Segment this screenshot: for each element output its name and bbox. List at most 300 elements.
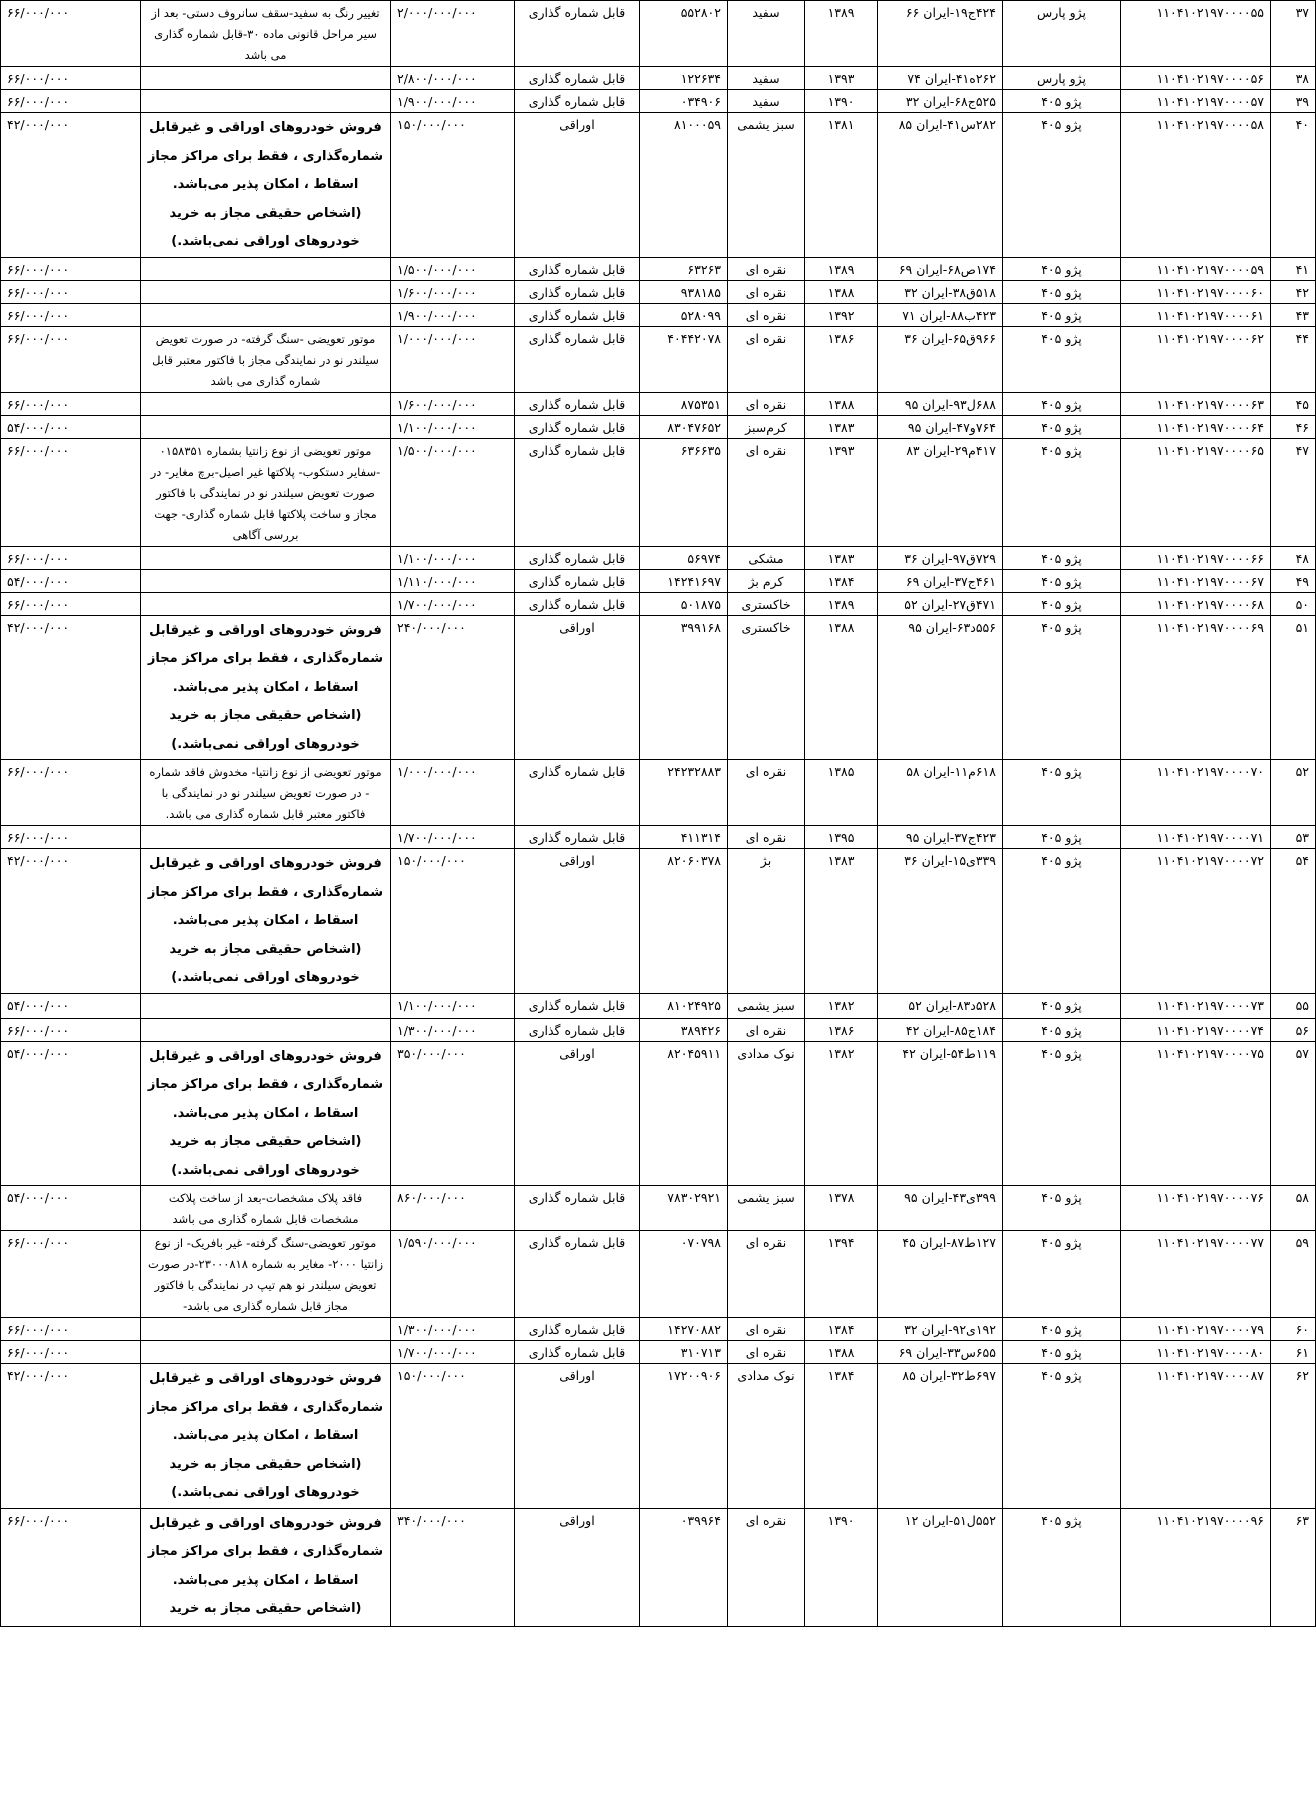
table-row (1, 993, 1316, 1018)
row-code: ۱۱۰۴۱۰۲۱۹۷۰۰۰۰۶۶ (1121, 546, 1271, 569)
row-status: قابل شماره گذاری (515, 1318, 640, 1341)
row-code: ۱۱۰۴۱۰۲۱۹۷۰۰۰۰۷۳ (1121, 993, 1271, 1018)
table-row (1, 1508, 1316, 1626)
row-vin: ۱۲۲۶۳۴ (640, 67, 728, 90)
row-color: نقره ای (728, 1341, 805, 1364)
row-year: ۱۳۸۸ (805, 615, 878, 760)
row-note: فروش خودروهای اوراقی و غیرقابل شماره‌گذاری ، فقط برای مراکز مجاز اسقاط ، امکان پذیر می‌باشد. (اشخاص حقیقی مجاز به خرید خودروهای اوراقی نمی‌باشد.) (141, 849, 391, 994)
row-model: پژو پارس (1003, 1, 1121, 67)
row-note (141, 826, 391, 849)
row-code: ۱۱۰۴۱۰۲۱۹۷۰۰۰۰۶۷ (1121, 569, 1271, 592)
row-plate: ۱۸۴ج۸۵-ایران ۴۲ (878, 1018, 1003, 1041)
row-number: ۳۸ (1271, 67, 1316, 90)
row-price: ۱/۶۰۰/۰۰۰/۰۰۰ (391, 392, 515, 415)
row-number: ۴۷ (1271, 438, 1316, 546)
row-price: ۱/۰۰۰/۰۰۰/۰۰۰ (391, 760, 515, 826)
row-plate: ۵۵۶د۶۳-ایران ۹۵ (878, 615, 1003, 760)
table-row (1, 1318, 1316, 1341)
row-code: ۱۱۰۴۱۰۲۱۹۷۰۰۰۰۶۹ (1121, 615, 1271, 760)
row-vin: ۱۴۲۷۰۸۸۲ (640, 1318, 728, 1341)
row-number: ۴۸ (1271, 546, 1316, 569)
row-vin: ۵۰۱۸۷۵ (640, 592, 728, 615)
row-deposit: ۶۶/۰۰۰/۰۰۰ (1, 1018, 141, 1041)
row-price: ۲/۰۰۰/۰۰۰/۰۰۰ (391, 1, 515, 67)
row-code: ۱۱۰۴۱۰۲۱۹۷۰۰۰۰۶۲ (1121, 326, 1271, 392)
row-status: اوراقی (515, 1364, 640, 1509)
row-code: ۱۱۰۴۱۰۲۱۹۷۰۰۰۰۶۱ (1121, 303, 1271, 326)
row-price: ۱/۳۰۰/۰۰۰/۰۰۰ (391, 1018, 515, 1041)
row-color: کرم‌سبز (728, 415, 805, 438)
row-year: ۱۳۸۸ (805, 1341, 878, 1364)
row-status: قابل شماره گذاری (515, 592, 640, 615)
row-note: موتور تعویضی -سنگ گرفته- در صورت تعویض سیلندر نو در نمایندگی مجاز با فاکتور معتبر قابل شماره گذاری می باشد (141, 326, 391, 392)
row-price: ۱/۱۰۰/۰۰۰/۰۰۰ (391, 415, 515, 438)
row-number: ۵۲ (1271, 760, 1316, 826)
row-plate: ۷۲۹ق۹۷-ایران ۳۶ (878, 546, 1003, 569)
row-model: پژو ۴۰۵ (1003, 1318, 1121, 1341)
row-code: ۱۱۰۴۱۰۲۱۹۷۰۰۰۰۵۵ (1121, 1, 1271, 67)
row-status: اوراقی (515, 1508, 640, 1626)
row-color: نقره ای (728, 826, 805, 849)
row-plate: ۲۶۲ه۴۱-ایران ۷۴ (878, 67, 1003, 90)
row-number: ۴۶ (1271, 415, 1316, 438)
row-plate: ۳۳۹ی۱۵-ایران ۳۶ (878, 849, 1003, 994)
row-model: پژو ۴۰۵ (1003, 1364, 1121, 1509)
row-number: ۳۷ (1271, 1, 1316, 67)
row-status: قابل شماره گذاری (515, 1018, 640, 1041)
row-model: پژو ۴۰۵ (1003, 569, 1121, 592)
row-status: قابل شماره گذاری (515, 67, 640, 90)
table-row (1, 67, 1316, 90)
row-vin: ۳۹۹۱۶۸ (640, 615, 728, 760)
row-plate: ۴۶۱ج۳۷-ایران ۶۹ (878, 569, 1003, 592)
row-status: قابل شماره گذاری (515, 257, 640, 280)
row-deposit: ۶۶/۰۰۰/۰۰۰ (1, 257, 141, 280)
row-color: بژ (728, 849, 805, 994)
row-model: پژو پارس (1003, 67, 1121, 90)
row-color: سفید (728, 90, 805, 113)
row-price: ۱/۶۰۰/۰۰۰/۰۰۰ (391, 280, 515, 303)
row-status: اوراقی (515, 113, 640, 258)
row-vin: ۸۲۰۶۰۳۷۸ (640, 849, 728, 994)
row-plate: ۷۶۴و۴۷-ایران ۹۵ (878, 415, 1003, 438)
row-deposit: ۶۶/۰۰۰/۰۰۰ (1, 303, 141, 326)
row-year: ۱۳۸۲ (805, 993, 878, 1018)
row-model: پژو ۴۰۵ (1003, 90, 1121, 113)
row-price: ۱/۵۰۰/۰۰۰/۰۰۰ (391, 438, 515, 546)
row-year: ۱۳۹۵ (805, 826, 878, 849)
row-price: ۸۶۰/۰۰۰/۰۰۰ (391, 1186, 515, 1231)
row-deposit: ۶۶/۰۰۰/۰۰۰ (1, 67, 141, 90)
row-price: ۱/۱۱۰/۰۰۰/۰۰۰ (391, 569, 515, 592)
row-vin: ۸۲۰۴۵۹۱۱ (640, 1041, 728, 1186)
table-row (1, 1018, 1316, 1041)
row-note (141, 993, 391, 1018)
row-model: پژو ۴۰۵ (1003, 257, 1121, 280)
row-plate: ۵۲۸د۸۳-ایران ۵۲ (878, 993, 1003, 1018)
row-note: تغییر رنگ به سفید-سقف سانروف دستی- بعد از سیر مراحل قانونی ماده ۳۰-قابل شماره گذاری می باشد (141, 1, 391, 67)
row-year: ۱۳۸۴ (805, 1318, 878, 1341)
row-color: نقره ای (728, 257, 805, 280)
row-model: پژو ۴۰۵ (1003, 1341, 1121, 1364)
row-status: قابل شماره گذاری (515, 569, 640, 592)
row-code: ۱۱۰۴۱۰۲۱۹۷۰۰۰۰۷۶ (1121, 1186, 1271, 1231)
row-code: ۱۱۰۴۱۰۲۱۹۷۰۰۰۰۷۲ (1121, 849, 1271, 994)
row-model: پژو ۴۰۵ (1003, 415, 1121, 438)
row-note (141, 415, 391, 438)
table-row (1, 257, 1316, 280)
row-number: ۵۹ (1271, 1231, 1316, 1318)
row-year: ۱۳۸۹ (805, 257, 878, 280)
row-note: فروش خودروهای اوراقی و غیرقابل شماره‌گذاری ، فقط برای مراکز مجاز اسقاط ، امکان پذیر می‌باشد. (اشخاص حقیقی مجاز به خرید (141, 1508, 391, 1626)
row-deposit: ۶۶/۰۰۰/۰۰۰ (1, 326, 141, 392)
row-code: ۱۱۰۴۱۰۲۱۹۷۰۰۰۰۹۶ (1121, 1508, 1271, 1626)
row-color: نوک مدادی (728, 1041, 805, 1186)
row-year: ۱۳۹۴ (805, 1231, 878, 1318)
row-vin: ۸۱۰۲۴۹۲۵ (640, 993, 728, 1018)
row-note: موتور تعویضی از نوع زانتیا بشماره ۰۱۵۸۳۵۱ -سفایر دستکوب- پلاکتها غیر اصیل-برچ مغایر- در صورت تعویض سیلندر نو در نمایندگی با فاکتور مجاز و ساخت پلاکتها قابل شماره گذاری- جهت بررسی آگاهی (141, 438, 391, 546)
row-code: ۱۱۰۴۱۰۲۱۹۷۰۰۰۰۶۸ (1121, 592, 1271, 615)
row-plate: ۵۵۲ل۵۱-ایران ۱۲ (878, 1508, 1003, 1626)
row-deposit: ۶۶/۰۰۰/۰۰۰ (1, 826, 141, 849)
row-price: ۱/۵۹۰/۰۰۰/۰۰۰ (391, 1231, 515, 1318)
row-code: ۱۱۰۴۱۰۲۱۹۷۰۰۰۰۷۱ (1121, 826, 1271, 849)
table-row (1, 1041, 1316, 1186)
row-code: ۱۱۰۴۱۰۲۱۹۷۰۰۰۰۸۷ (1121, 1364, 1271, 1509)
row-code: ۱۱۰۴۱۰۲۱۹۷۰۰۰۰۶۵ (1121, 438, 1271, 546)
row-status: قابل شماره گذاری (515, 1231, 640, 1318)
table-row (1, 546, 1316, 569)
row-color: سبز یشمی (728, 113, 805, 258)
row-deposit: ۵۴/۰۰۰/۰۰۰ (1, 993, 141, 1018)
row-plate: ۶۹۷ط۳۲-ایران ۸۵ (878, 1364, 1003, 1509)
row-deposit: ۴۲/۰۰۰/۰۰۰ (1, 113, 141, 258)
row-vin: ۸۷۵۳۵۱ (640, 392, 728, 415)
row-number: ۴۹ (1271, 569, 1316, 592)
row-vin: ۳۸۹۴۲۶ (640, 1018, 728, 1041)
row-year: ۱۳۹۰ (805, 90, 878, 113)
row-deposit: ۴۲/۰۰۰/۰۰۰ (1, 615, 141, 760)
row-vin: ۷۸۳۰۲۹۲۱ (640, 1186, 728, 1231)
row-vin: ۳۱۰۷۱۳ (640, 1341, 728, 1364)
table-row (1, 90, 1316, 113)
row-code: ۱۱۰۴۱۰۲۱۹۷۰۰۰۰۷۵ (1121, 1041, 1271, 1186)
row-vin: ۰۷۰۷۹۸ (640, 1231, 728, 1318)
row-plate: ۵۱۸ق۳۸-ایران ۳۲ (878, 280, 1003, 303)
table-row (1, 826, 1316, 849)
row-status: قابل شماره گذاری (515, 1186, 640, 1231)
row-color: مشکی (728, 546, 805, 569)
row-vin: ۵۲۸۰۹۹ (640, 303, 728, 326)
row-code: ۱۱۰۴۱۰۲۱۹۷۰۰۰۰۶۰ (1121, 280, 1271, 303)
row-model: پژو ۴۰۵ (1003, 849, 1121, 994)
row-status: قابل شماره گذاری (515, 760, 640, 826)
row-number: ۴۲ (1271, 280, 1316, 303)
row-year: ۱۳۹۳ (805, 438, 878, 546)
row-color: سبز یشمی (728, 993, 805, 1018)
row-price: ۱/۷۰۰/۰۰۰/۰۰۰ (391, 592, 515, 615)
row-status: قابل شماره گذاری (515, 280, 640, 303)
row-vin: ۴۰۴۴۲۰۷۸ (640, 326, 728, 392)
row-plate: ۴۲۴ج۱۹-ایران ۶۶ (878, 1, 1003, 67)
row-status: اوراقی (515, 615, 640, 760)
row-color: نقره ای (728, 760, 805, 826)
row-deposit: ۵۴/۰۰۰/۰۰۰ (1, 1041, 141, 1186)
row-color: نوک مدادی (728, 1364, 805, 1509)
row-price: ۱/۵۰۰/۰۰۰/۰۰۰ (391, 257, 515, 280)
row-model: پژو ۴۰۵ (1003, 280, 1121, 303)
row-year: ۱۳۸۳ (805, 415, 878, 438)
table-row (1, 1, 1316, 67)
row-color: نقره ای (728, 1508, 805, 1626)
table-row (1, 569, 1316, 592)
row-price: ۱/۷۰۰/۰۰۰/۰۰۰ (391, 826, 515, 849)
row-plate: ۱۹۲ی۹۲-ایران ۳۲ (878, 1318, 1003, 1341)
row-number: ۵۵ (1271, 993, 1316, 1018)
row-note (141, 1341, 391, 1364)
row-vin: ۸۳۰۴۷۶۵۲ (640, 415, 728, 438)
table-row (1, 280, 1316, 303)
row-vin: ۵۶۹۷۴ (640, 546, 728, 569)
row-code: ۱۱۰۴۱۰۲۱۹۷۰۰۰۰۶۳ (1121, 392, 1271, 415)
row-model: پژو ۴۰۵ (1003, 1041, 1121, 1186)
table-row (1, 615, 1316, 760)
row-code: ۱۱۰۴۱۰۲۱۹۷۰۰۰۰۵۹ (1121, 257, 1271, 280)
row-price: ۱/۰۰۰/۰۰۰/۰۰۰ (391, 326, 515, 392)
row-note: فروش خودروهای اوراقی و غیرقابل شماره‌گذاری ، فقط برای مراکز مجاز اسقاط ، امکان پذیر می‌باشد. (اشخاص حقیقی مجاز به خرید خودروهای اوراقی نمی‌باشد.) (141, 1041, 391, 1186)
row-vin: ۵۵۲۸۰۲ (640, 1, 728, 67)
table-row (1, 1341, 1316, 1364)
table-row (1, 1364, 1316, 1509)
row-vin: ۰۳۴۹۰۶ (640, 90, 728, 113)
row-number: ۶۱ (1271, 1341, 1316, 1364)
row-number: ۴۴ (1271, 326, 1316, 392)
row-status: قابل شماره گذاری (515, 1341, 640, 1364)
row-code: ۱۱۰۴۱۰۲۱۹۷۰۰۰۰۵۸ (1121, 113, 1271, 258)
row-code: ۱۱۰۴۱۰۲۱۹۷۰۰۰۰۸۰ (1121, 1341, 1271, 1364)
table-row (1, 392, 1316, 415)
row-year: ۱۳۸۲ (805, 1041, 878, 1186)
row-note (141, 67, 391, 90)
row-model: پژو ۴۰۵ (1003, 826, 1121, 849)
row-deposit: ۶۶/۰۰۰/۰۰۰ (1, 392, 141, 415)
row-price: ۱/۷۰۰/۰۰۰/۰۰۰ (391, 1341, 515, 1364)
row-color: خاکستری (728, 592, 805, 615)
row-model: پژو ۴۰۵ (1003, 303, 1121, 326)
row-number: ۴۰ (1271, 113, 1316, 258)
row-price: ۱۵۰/۰۰۰/۰۰۰ (391, 1364, 515, 1509)
row-note (141, 303, 391, 326)
row-status: قابل شماره گذاری (515, 546, 640, 569)
row-deposit: ۶۶/۰۰۰/۰۰۰ (1, 1508, 141, 1626)
row-model: پژو ۴۰۵ (1003, 546, 1121, 569)
row-number: ۵۸ (1271, 1186, 1316, 1231)
row-deposit: ۵۴/۰۰۰/۰۰۰ (1, 415, 141, 438)
row-deposit: ۴۲/۰۰۰/۰۰۰ (1, 1364, 141, 1509)
row-plate: ۶۸۸ل۹۳-ایران ۹۵ (878, 392, 1003, 415)
row-deposit: ۶۶/۰۰۰/۰۰۰ (1, 1341, 141, 1364)
row-status: قابل شماره گذاری (515, 392, 640, 415)
row-code: ۱۱۰۴۱۰۲۱۹۷۰۰۰۰۷۹ (1121, 1318, 1271, 1341)
row-price: ۱۵۰/۰۰۰/۰۰۰ (391, 113, 515, 258)
row-year: ۱۳۸۱ (805, 113, 878, 258)
row-year: ۱۳۸۳ (805, 546, 878, 569)
row-year: ۱۳۸۸ (805, 392, 878, 415)
row-plate: ۶۵۵س۳۳-ایران ۶۹ (878, 1341, 1003, 1364)
row-code: ۱۱۰۴۱۰۲۱۹۷۰۰۰۰۷۴ (1121, 1018, 1271, 1041)
row-year: ۱۳۹۳ (805, 67, 878, 90)
row-number: ۵۰ (1271, 592, 1316, 615)
row-code: ۱۱۰۴۱۰۲۱۹۷۰۰۰۰۶۴ (1121, 415, 1271, 438)
row-price: ۲/۸۰۰/۰۰۰/۰۰۰ (391, 67, 515, 90)
row-number: ۵۳ (1271, 826, 1316, 849)
row-year: ۱۳۹۰ (805, 1508, 878, 1626)
row-number: ۵۴ (1271, 849, 1316, 994)
row-color: نقره ای (728, 1231, 805, 1318)
row-color: سفید (728, 1, 805, 67)
row-deposit: ۶۶/۰۰۰/۰۰۰ (1, 1231, 141, 1318)
row-vin: ۱۴۲۴۱۶۹۷ (640, 569, 728, 592)
row-price: ۱/۱۰۰/۰۰۰/۰۰۰ (391, 546, 515, 569)
row-note (141, 546, 391, 569)
row-price: ۱۵۰/۰۰۰/۰۰۰ (391, 849, 515, 994)
row-color: نقره ای (728, 303, 805, 326)
row-vin: ۶۳۶۶۳۵ (640, 438, 728, 546)
row-number: ۳۹ (1271, 90, 1316, 113)
row-number: ۶۲ (1271, 1364, 1316, 1509)
row-deposit: ۶۶/۰۰۰/۰۰۰ (1, 760, 141, 826)
row-plate: ۱۲۷ط۸۷-ایران ۴۵ (878, 1231, 1003, 1318)
row-model: پژو ۴۰۵ (1003, 615, 1121, 760)
row-year: ۱۳۸۵ (805, 760, 878, 826)
row-price: ۳۵۰/۰۰۰/۰۰۰ (391, 1041, 515, 1186)
row-number: ۴۱ (1271, 257, 1316, 280)
row-model: پژو ۴۰۵ (1003, 438, 1121, 546)
row-color: نقره ای (728, 438, 805, 546)
row-plate: ۶۱۸م۱۱-ایران ۵۸ (878, 760, 1003, 826)
table-row (1, 438, 1316, 546)
row-note: فاقد پلاک مشخصات-بعد از ساخت پلاکت مشخصات قابل شماره گذاری می باشد (141, 1186, 391, 1231)
row-plate: ۴۲۳ب۸۸-ایران ۷۱ (878, 303, 1003, 326)
row-year: ۱۳۷۸ (805, 1186, 878, 1231)
row-deposit: ۶۶/۰۰۰/۰۰۰ (1, 280, 141, 303)
row-model: پژو ۴۰۵ (1003, 592, 1121, 615)
row-deposit: ۶۶/۰۰۰/۰۰۰ (1, 1, 141, 67)
row-color: نقره ای (728, 280, 805, 303)
row-status: قابل شماره گذاری (515, 826, 640, 849)
row-vin: ۱۷۲۰۰۹۰۶ (640, 1364, 728, 1509)
row-vin: ۸۱۰۰۰۵۹ (640, 113, 728, 258)
row-number: ۶۰ (1271, 1318, 1316, 1341)
row-note (141, 1318, 391, 1341)
row-price: ۱/۳۰۰/۰۰۰/۰۰۰ (391, 1318, 515, 1341)
row-year: ۱۳۸۶ (805, 1018, 878, 1041)
table-body (1, 1, 1316, 1627)
row-deposit: ۶۶/۰۰۰/۰۰۰ (1, 438, 141, 546)
row-color: خاکستری (728, 615, 805, 760)
row-year: ۱۳۸۳ (805, 849, 878, 994)
row-deposit: ۵۴/۰۰۰/۰۰۰ (1, 1186, 141, 1231)
row-year: ۱۳۹۲ (805, 303, 878, 326)
row-note (141, 1018, 391, 1041)
row-model: پژو ۴۰۵ (1003, 326, 1121, 392)
row-plate: ۲۸۲س۴۱-ایران ۸۵ (878, 113, 1003, 258)
row-plate: ۱۱۹ط۵۴-ایران ۴۲ (878, 1041, 1003, 1186)
row-note: فروش خودروهای اوراقی و غیرقابل شماره‌گذاری ، فقط برای مراکز مجاز اسقاط ، امکان پذیر می‌باشد. (اشخاص حقیقی مجاز به خرید خودروهای اوراقی نمی‌باشد.) (141, 615, 391, 760)
row-year: ۱۳۸۹ (805, 1, 878, 67)
row-model: پژو ۴۰۵ (1003, 1018, 1121, 1041)
row-color: نقره ای (728, 326, 805, 392)
row-model: پژو ۴۰۵ (1003, 1508, 1121, 1626)
row-note (141, 280, 391, 303)
row-status: قابل شماره گذاری (515, 993, 640, 1018)
row-note (141, 392, 391, 415)
row-number: ۴۳ (1271, 303, 1316, 326)
row-color: کرم بژ (728, 569, 805, 592)
row-plate: ۴۲۳ج۳۷-ایران ۹۵ (878, 826, 1003, 849)
row-code: ۱۱۰۴۱۰۲۱۹۷۰۰۰۰۵۷ (1121, 90, 1271, 113)
row-price: ۱/۹۰۰/۰۰۰/۰۰۰ (391, 90, 515, 113)
row-status: اوراقی (515, 1041, 640, 1186)
row-note (141, 257, 391, 280)
row-price: ۲۴۰/۰۰۰/۰۰۰ (391, 615, 515, 760)
row-vin: ۰۳۹۹۶۴ (640, 1508, 728, 1626)
row-model: پژو ۴۰۵ (1003, 1186, 1121, 1231)
row-note (141, 90, 391, 113)
row-model: پژو ۴۰۵ (1003, 993, 1121, 1018)
row-deposit: ۶۶/۰۰۰/۰۰۰ (1, 90, 141, 113)
row-deposit: ۶۶/۰۰۰/۰۰۰ (1, 546, 141, 569)
row-status: قابل شماره گذاری (515, 90, 640, 113)
row-status: قابل شماره گذاری (515, 1, 640, 67)
row-status: قابل شماره گذاری (515, 438, 640, 546)
row-code: ۱۱۰۴۱۰۲۱۹۷۰۰۰۰۷۰ (1121, 760, 1271, 826)
row-color: نقره ای (728, 392, 805, 415)
row-year: ۱۳۸۸ (805, 280, 878, 303)
row-note: موتور تعویضی از نوع زانتیا- مخدوش فاقد شماره - در صورت تعویض سیلندر نو در نمایندگی با فاکتور معتبر قابل شماره گذاری می باشد. (141, 760, 391, 826)
row-code: ۱۱۰۴۱۰۲۱۹۷۰۰۰۰۵۶ (1121, 67, 1271, 90)
row-vin: ۶۳۲۶۳ (640, 257, 728, 280)
row-deposit: ۴۲/۰۰۰/۰۰۰ (1, 849, 141, 994)
row-year: ۱۳۸۶ (805, 326, 878, 392)
row-number: ۵۷ (1271, 1041, 1316, 1186)
row-code: ۱۱۰۴۱۰۲۱۹۷۰۰۰۰۷۷ (1121, 1231, 1271, 1318)
row-status: قابل شماره گذاری (515, 326, 640, 392)
row-color: سبز یشمی (728, 1186, 805, 1231)
row-year: ۱۳۸۹ (805, 592, 878, 615)
row-price: ۱/۱۰۰/۰۰۰/۰۰۰ (391, 993, 515, 1018)
row-deposit: ۵۴/۰۰۰/۰۰۰ (1, 569, 141, 592)
row-vin: ۴۱۱۳۱۴ (640, 826, 728, 849)
row-price: ۱/۹۰۰/۰۰۰/۰۰۰ (391, 303, 515, 326)
row-model: پژو ۴۰۵ (1003, 1231, 1121, 1318)
row-deposit: ۶۶/۰۰۰/۰۰۰ (1, 592, 141, 615)
row-plate: ۱۷۴ص۶۸-ایران ۶۹ (878, 257, 1003, 280)
row-vin: ۲۴۲۳۲۸۸۳ (640, 760, 728, 826)
row-note: موتور تعویضی-سنگ گرفته- غیر بافریک- از نوع زانتیا ۲۰۰۰- مغایر به شماره ۲۳۰۰۰۸۱۸-در صورت تعویض سیلندر نو هم تیپ در نمایندگی با فاکتور مجاز قابل شماره گذاری می باشد- (141, 1231, 391, 1318)
row-number: ۴۵ (1271, 392, 1316, 415)
row-note (141, 592, 391, 615)
row-color: نقره ای (728, 1318, 805, 1341)
table-row (1, 1186, 1316, 1231)
table-row (1, 760, 1316, 826)
row-note: فروش خودروهای اوراقی و غیرقابل شماره‌گذاری ، فقط برای مراکز مجاز اسقاط ، امکان پذیر می‌باشد. (اشخاص حقیقی مجاز به خرید خودروهای اوراقی نمی‌باشد.) (141, 113, 391, 258)
row-year: ۱۳۸۴ (805, 569, 878, 592)
row-color: نقره ای (728, 1018, 805, 1041)
table-row (1, 849, 1316, 994)
row-plate: ۳۹۹ی۴۳-ایران ۹۵ (878, 1186, 1003, 1231)
row-plate: ۴۱۷م۲۹-ایران ۸۳ (878, 438, 1003, 546)
